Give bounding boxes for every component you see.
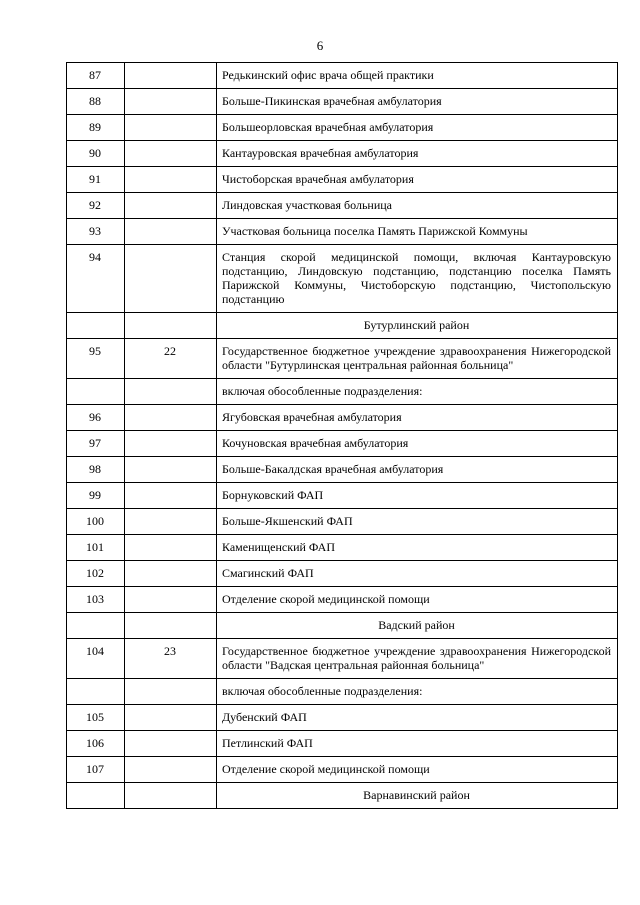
row-code — [125, 587, 217, 613]
row-name: Петлинский ФАП — [217, 731, 618, 757]
district-heading: Варнавинский район — [217, 783, 618, 809]
row-name: Ягубовская врачебная амбулатория — [217, 405, 618, 431]
row-number: 89 — [67, 115, 125, 141]
row-code — [125, 379, 217, 405]
row-number: 93 — [67, 219, 125, 245]
row-code — [125, 613, 217, 639]
row-number: 104 — [67, 639, 125, 679]
institutions-table — [66, 62, 618, 809]
row-code — [125, 245, 217, 313]
table-row — [67, 219, 618, 245]
table-row — [67, 509, 618, 535]
row-name: Отделение скорой медицинской помощи — [217, 587, 618, 613]
table-row — [67, 63, 618, 89]
row-number: 90 — [67, 141, 125, 167]
row-code — [125, 193, 217, 219]
row-code — [125, 457, 217, 483]
row-number: 103 — [67, 587, 125, 613]
row-number: 99 — [67, 483, 125, 509]
row-number: 105 — [67, 705, 125, 731]
row-number: 95 — [67, 339, 125, 379]
table-row — [67, 245, 618, 313]
row-code — [125, 705, 217, 731]
row-code — [125, 731, 217, 757]
row-number: 97 — [67, 431, 125, 457]
row-name: Борнуковский ФАП — [217, 483, 618, 509]
row-name: Больше-Пикинская врачебная амбулатория — [217, 89, 618, 115]
row-code — [125, 405, 217, 431]
row-code — [125, 219, 217, 245]
table-row — [67, 705, 618, 731]
row-code — [125, 561, 217, 587]
district-row — [67, 783, 618, 809]
row-name: Больше-Якшенский ФАП — [217, 509, 618, 535]
row-number: 96 — [67, 405, 125, 431]
table-row — [67, 679, 618, 705]
table-row — [67, 193, 618, 219]
table-row — [67, 757, 618, 783]
row-name: Каменищенский ФАП — [217, 535, 618, 561]
row-number — [67, 783, 125, 809]
row-code — [125, 115, 217, 141]
row-name: Смагинский ФАП — [217, 561, 618, 587]
table-row — [67, 561, 618, 587]
row-name: Участковая больница поселка Память Парижской Коммуны — [217, 219, 618, 245]
row-number: 102 — [67, 561, 125, 587]
row-name: Линдовская участковая больница — [217, 193, 618, 219]
row-code — [125, 509, 217, 535]
row-name: Дубенский ФАП — [217, 705, 618, 731]
row-number — [67, 379, 125, 405]
row-number: 101 — [67, 535, 125, 561]
row-number: 107 — [67, 757, 125, 783]
row-code — [125, 313, 217, 339]
row-name: включая обособленные подразделения: — [217, 379, 618, 405]
row-code: 22 — [125, 339, 217, 379]
row-code — [125, 89, 217, 115]
row-name: включая обособленные подразделения: — [217, 679, 618, 705]
row-number: 98 — [67, 457, 125, 483]
row-number: 88 — [67, 89, 125, 115]
row-code — [125, 167, 217, 193]
table-row — [67, 587, 618, 613]
table-row — [67, 483, 618, 509]
table-row — [67, 167, 618, 193]
table-row — [67, 457, 618, 483]
page-number: 6 — [316, 38, 324, 53]
table-row — [67, 639, 618, 679]
district-row — [67, 613, 618, 639]
table-row — [67, 379, 618, 405]
row-name: Кочуновская врачебная амбулатория — [217, 431, 618, 457]
row-number — [67, 679, 125, 705]
district-heading: Бутурлинский район — [217, 313, 618, 339]
table-row — [67, 89, 618, 115]
row-code — [125, 431, 217, 457]
row-number: 106 — [67, 731, 125, 757]
row-code — [125, 783, 217, 809]
row-name: Государственное бюджетное учреждение здравоохранения Нижегородской области "Бутурлинская центральная районная больница" — [217, 339, 618, 379]
row-code — [125, 757, 217, 783]
row-code — [125, 483, 217, 509]
row-code: 23 — [125, 639, 217, 679]
table-row — [67, 405, 618, 431]
table-row — [67, 731, 618, 757]
row-name: Кантауровская врачебная амбулатория — [217, 141, 618, 167]
row-name: Станция скорой медицинской помощи, включая Кантауровскую подстанцию, Линдовскую подстанцию, подстанцию поселка Память Парижской Коммуны, Чистоборскую подстанцию, Чистопольскую подстанцию — [217, 245, 618, 313]
row-name: Чистоборская врачебная амбулатория — [217, 167, 618, 193]
row-name: Большеорловская врачебная амбулатория — [217, 115, 618, 141]
row-name: Государственное бюджетное учреждение здравоохранения Нижегородской области "Вадская центральная районная больница" — [217, 639, 618, 679]
row-number: 87 — [67, 63, 125, 89]
row-code — [125, 535, 217, 561]
table-row — [67, 535, 618, 561]
row-code — [125, 679, 217, 705]
row-number: 100 — [67, 509, 125, 535]
row-number: 94 — [67, 245, 125, 313]
row-name: Отделение скорой медицинской помощи — [217, 757, 618, 783]
district-row — [67, 313, 618, 339]
row-code — [125, 141, 217, 167]
row-number: 91 — [67, 167, 125, 193]
table-row — [67, 339, 618, 379]
table-row — [67, 115, 618, 141]
row-name: Больше-Бакалдская врачебная амбулатория — [217, 457, 618, 483]
district-heading: Вадский район — [217, 613, 618, 639]
row-number: 92 — [67, 193, 125, 219]
row-name: Редькинский офис врача общей практики — [217, 63, 618, 89]
row-code — [125, 63, 217, 89]
row-number — [67, 313, 125, 339]
table-row — [67, 431, 618, 457]
table-row — [67, 141, 618, 167]
row-number — [67, 613, 125, 639]
